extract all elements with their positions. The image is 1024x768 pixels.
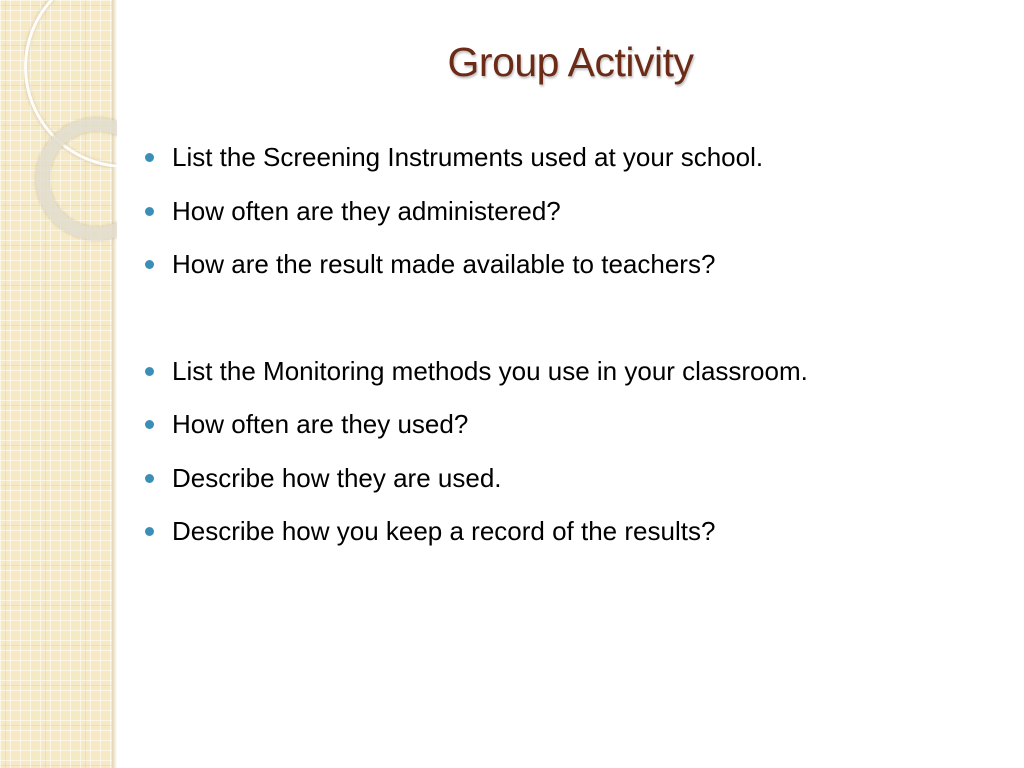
bullet-text: List the Screening Instruments used at your school. (172, 142, 764, 172)
bullet-text: Describe how they are used. (172, 462, 502, 493)
bullet-dot-icon (145, 153, 154, 162)
bullet-list (145, 140, 1005, 568)
bullet-dot-icon (145, 420, 154, 429)
bullet-item-screening-instruments (145, 140, 1005, 194)
bullet-text: Describe how you keep a record of the results? (172, 516, 716, 546)
small-ring-decoration (36, 118, 117, 240)
bullet-item-how-often-used (145, 407, 1005, 461)
bullet-dot-icon (145, 207, 154, 216)
bullet-text: List the Monitoring methods you use in your classroom. (172, 355, 808, 386)
bullet-item-results-available (145, 247, 1005, 301)
bullet-item-how-often-administered (145, 194, 1005, 248)
bullet-dot-icon (145, 260, 154, 269)
bullet-dot-icon (145, 527, 154, 536)
bullet-text: How often are they administered? (172, 195, 561, 226)
bullet-item-record-results (145, 514, 1005, 568)
bullet-dot-icon (145, 367, 154, 376)
decorative-rings (0, 0, 117, 768)
bullet-spacer (145, 301, 1005, 354)
bullet-text: How are the result made available to teachers? (172, 249, 716, 279)
bullet-item-describe-usage (145, 461, 1005, 515)
bullet-item-monitoring-methods (145, 354, 1005, 408)
bullet-text: How often are they used? (172, 409, 469, 439)
slide-title: Group Activity (447, 39, 694, 85)
bullet-dot-icon (145, 474, 154, 483)
